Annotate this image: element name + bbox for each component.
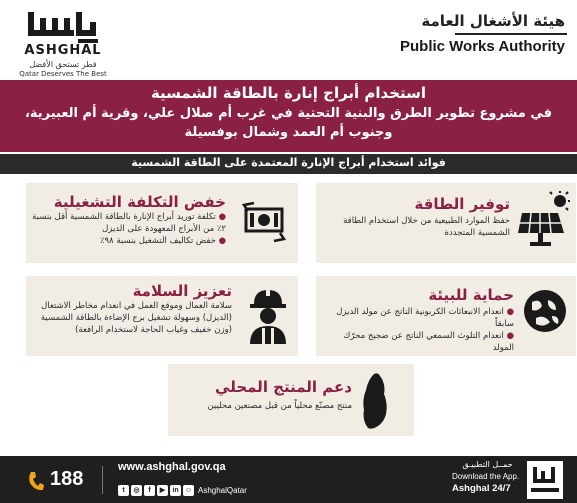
linkedin-icon[interactable]: in <box>170 485 181 496</box>
twitter-icon[interactable]: t <box>118 485 129 496</box>
cost-bullet-1: ● تكلفة توريد أبراج الإنارة بالطاقة الشمسية أقل بنسبة ٢٪ من الأبراج المعهودة على الديزل <box>32 212 226 234</box>
card-body-energy: حفظ الموارد الطبيعية من خلال استخدام الطاقة الشمسية المتجددة <box>343 216 510 238</box>
benefit-card-safety <box>26 276 298 356</box>
solar-panel-icon <box>518 191 570 247</box>
ashghal-logo[interactable] <box>8 8 118 78</box>
logo-wordmark: ASHGHAL <box>24 43 102 58</box>
card-body-environment <box>326 306 514 354</box>
snapchat-icon[interactable]: ☺ <box>184 487 193 494</box>
app-name: Ashghal 24/7 <box>452 483 511 494</box>
benefit-card-energy <box>316 183 576 263</box>
card-body-cost <box>30 211 226 247</box>
youtube-icon[interactable]: ▶ <box>157 485 168 496</box>
social-handle[interactable]: AshghalQatar <box>198 486 247 495</box>
section-title: فوائد استخدام أبراج الإنارة المعتمدة على الطاقة الشمسية <box>131 156 446 169</box>
worker-helmet-icon <box>246 286 290 344</box>
environment-bullet-1: ● انعدام الانبعاثات الكربونية الناتج عن مولد الديزل سابقاً <box>336 307 514 329</box>
money-icon <box>240 201 288 245</box>
benefit-card-environment <box>316 276 576 356</box>
org-name-english: Public Works Authority <box>399 38 565 55</box>
footer-divider <box>102 466 103 494</box>
banner-subtitle: في مشروع تطوير الطرق والبنية التحتية في غرب أم صلال علي، وقرية أم العبيرية، وجنوب أم العمد وشمال بوفسيلة <box>24 106 553 140</box>
card-body-safety: سلامة العمال وموقع العمل في انعدام مخاطر الاشتعال (الديزل) وسهولة تشغيل برج الإضاءة بالطاقة الشمسية (وزن خفيف وغياب الحاجة لاستخدام الرافعة) <box>40 301 232 335</box>
hotline-number[interactable]: 188 <box>50 468 84 490</box>
download-app-english: Download the App. <box>452 472 520 481</box>
org-name-arabic: هيئة الأشغال العامة <box>421 12 565 30</box>
app-icon[interactable] <box>527 461 563 499</box>
card-title-safety: تعزيز السلامة <box>132 282 232 300</box>
facebook-icon[interactable]: f <box>144 485 155 496</box>
ashghal-app-logo-icon <box>527 461 563 499</box>
phone-icon <box>28 471 44 491</box>
ashghal-logo-mark-icon <box>8 8 118 46</box>
qatar-map-icon <box>358 370 392 430</box>
instagram-icon[interactable]: ◎ <box>131 485 142 496</box>
website-link[interactable]: www.ashghal.gov.qa <box>118 461 226 473</box>
page-header <box>0 0 577 78</box>
benefit-card-local <box>168 364 414 436</box>
section-header-bar <box>0 154 577 174</box>
environment-bullet-2: ● انعدام التلوث السمعي الناتج عن ضجيج محرّك المولد <box>343 331 514 353</box>
logo-tagline-english: Qatar Deserves The Best <box>19 70 107 78</box>
card-title-energy: توفير الطاقة <box>414 195 510 213</box>
social-links <box>118 480 247 493</box>
header-divider <box>455 33 567 35</box>
download-app-arabic: حمــل التطبيـق <box>462 460 513 469</box>
earth-leaf-icon <box>522 288 568 334</box>
card-title-environment: حماية للبيئة <box>428 286 514 304</box>
card-title-local: دعم المنتج المحلي <box>215 378 352 396</box>
logo-tagline-arabic: قطر تستحق الأفضل <box>29 60 97 69</box>
card-body-local: منتج مصنّع محلياً من قبل مصنعين محليين <box>207 401 352 411</box>
card-title-cost: خفض التكلفة التشغيلية <box>53 193 226 211</box>
title-banner <box>0 80 577 152</box>
banner-title: استخدام أبراج إنارة بالطاقة الشمسية <box>150 84 427 102</box>
benefit-card-cost <box>26 183 298 263</box>
cost-bullet-2: ● خفض تكاليف التشغيل بنسبة ٩٨٪ <box>99 236 226 246</box>
